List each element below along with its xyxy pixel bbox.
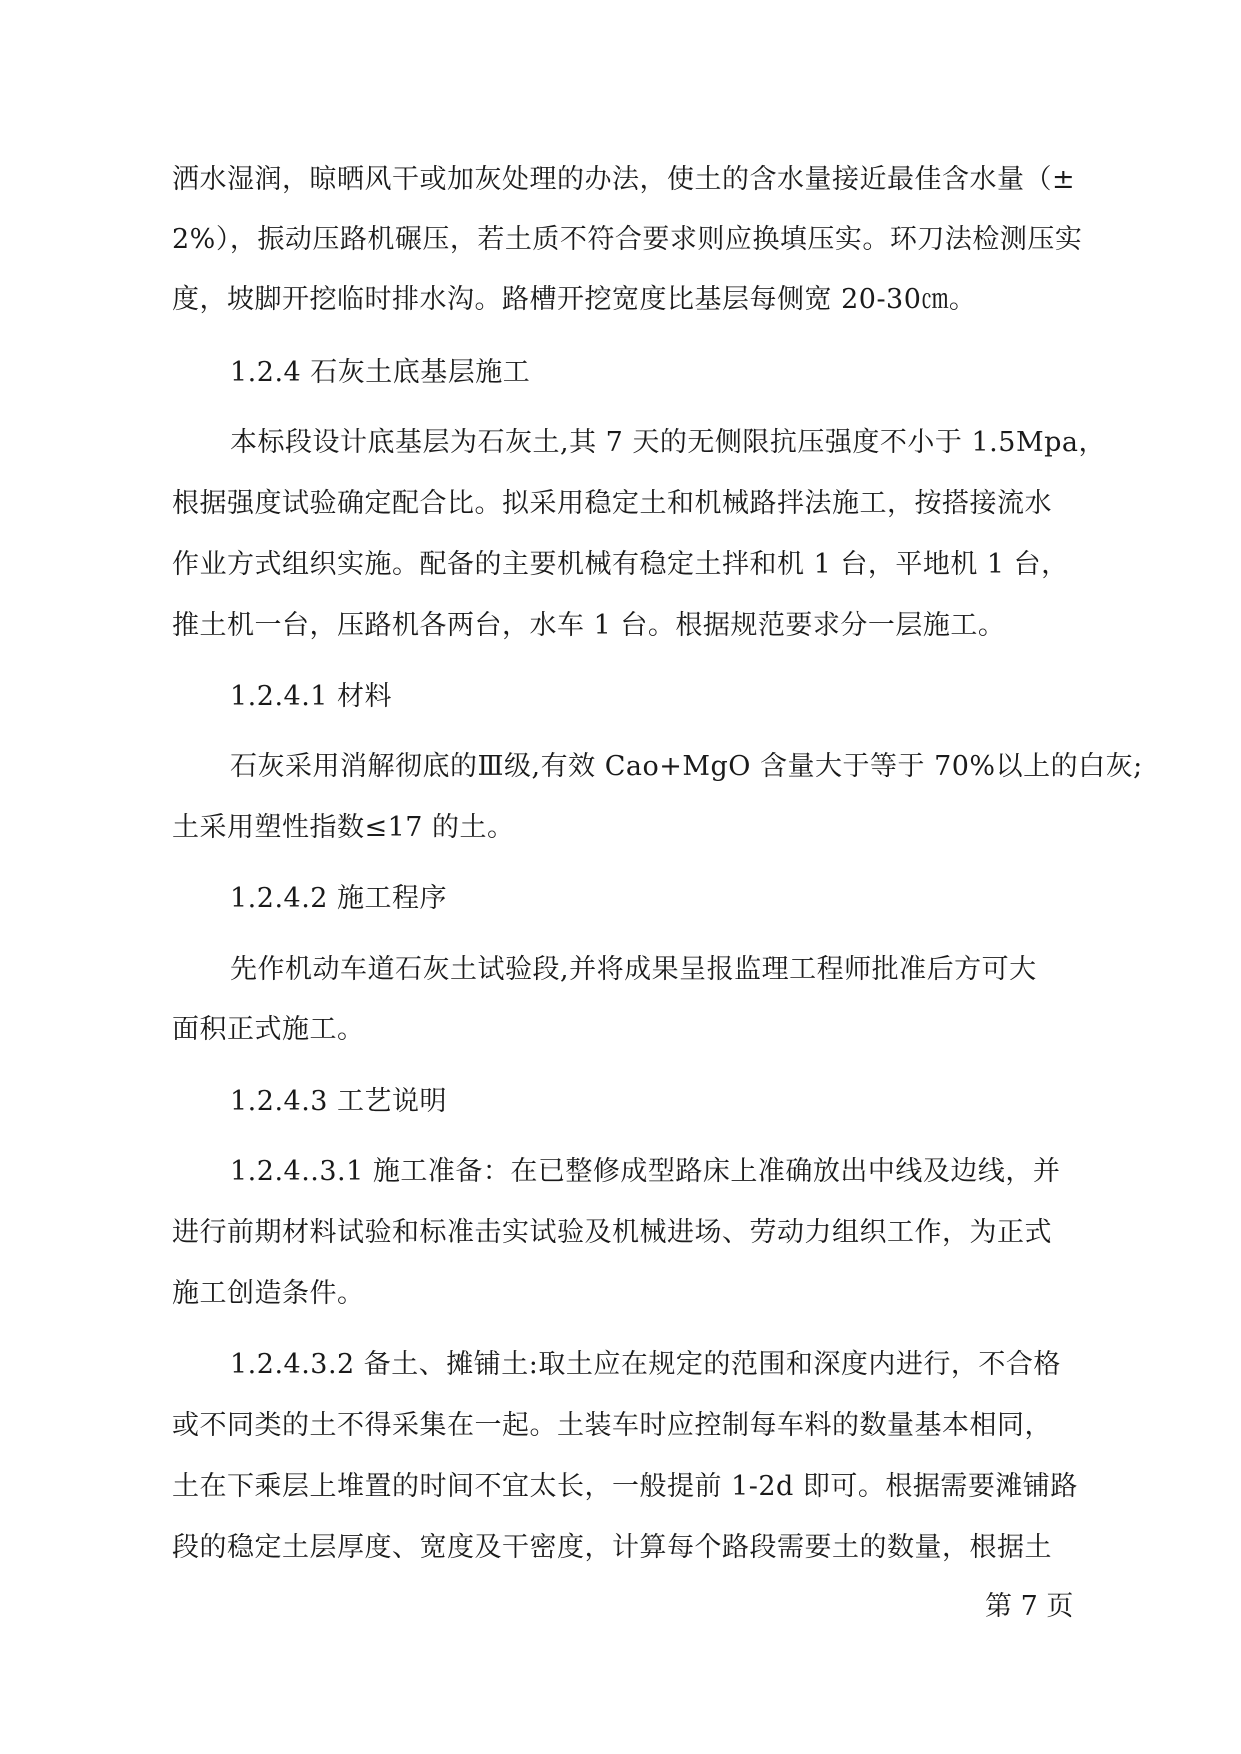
- body-text-line: 先作机动车道石灰土试验段,并将成果呈报监理工程师批准后方可大: [230, 954, 1037, 985]
- body-text-line: 2%），振动压路机碾压，若土质不符合要求则应换填压实。环刀法检测压实: [172, 224, 1083, 255]
- section-heading: 1.2.4.3 工艺说明: [230, 1086, 448, 1117]
- section-heading: 1.2.4.2 施工程序: [230, 883, 448, 914]
- page-number: 第 7 页: [985, 1591, 1074, 1622]
- body-text-line: 洒水湿润，晾晒风干或加灰处理的办法，使土的含水量接近最佳含水量（±: [172, 164, 1076, 195]
- body-text-line: 或不同类的土不得采集在一起。土装车时应控制每车料的数量基本相同，: [172, 1410, 1052, 1441]
- body-text-line: 1.2.4..3.1 施工准备：在已整修成型路床上准确放出中线及边线，并: [230, 1156, 1061, 1187]
- body-text-line: 作业方式组织实施。配备的主要机械有稳定土拌和机 1 台，平地机 1 台，: [172, 549, 1069, 580]
- body-text-line: 段的稳定土层厚度、宽度及干密度，计算每个路段需要土的数量，根据土: [172, 1532, 1052, 1563]
- body-text-line: 土采用塑性指数≤17 的土。: [172, 812, 515, 843]
- body-text-line: 度，坡脚开挖临时排水沟。路槽开挖宽度比基层每侧宽 20-30㎝。: [172, 284, 977, 315]
- body-text-line: 本标段设计底基层为石灰土,其 7 天的无侧限抗压强度不小于 1.5Mpa，: [230, 427, 1106, 458]
- body-text-line: 推土机一台，压路机各两台，水车 1 台。根据规范要求分一层施工。: [172, 610, 1006, 641]
- body-text-line: 根据强度试验确定配合比。拟采用稳定土和机械路拌法施工，按搭接流水: [172, 488, 1052, 519]
- body-text-line: 1.2.4.3.2 备土、摊铺土:取土应在规定的范围和深度内进行，不合格: [230, 1349, 1061, 1380]
- body-text-line: 施工创造条件。: [172, 1278, 365, 1309]
- body-text-line: 石灰采用消解彻底的Ⅲ级,有效 Cao+MgO 含量大于等于 70%以上的白灰;: [230, 751, 1143, 782]
- section-heading: 1.2.4.1 材料: [230, 681, 393, 712]
- body-text-line: 面积正式施工。: [172, 1014, 365, 1045]
- body-text-line: 土在下乘层上堆置的时间不宜太长，一般提前 1-2d 即可。根据需要滩铺路: [172, 1471, 1078, 1502]
- section-heading: 1.2.4 石灰土底基层施工: [230, 357, 531, 388]
- body-text-line: 进行前期材料试验和标准击实试验及机械进场、劳动力组织工作，为正式: [172, 1217, 1052, 1248]
